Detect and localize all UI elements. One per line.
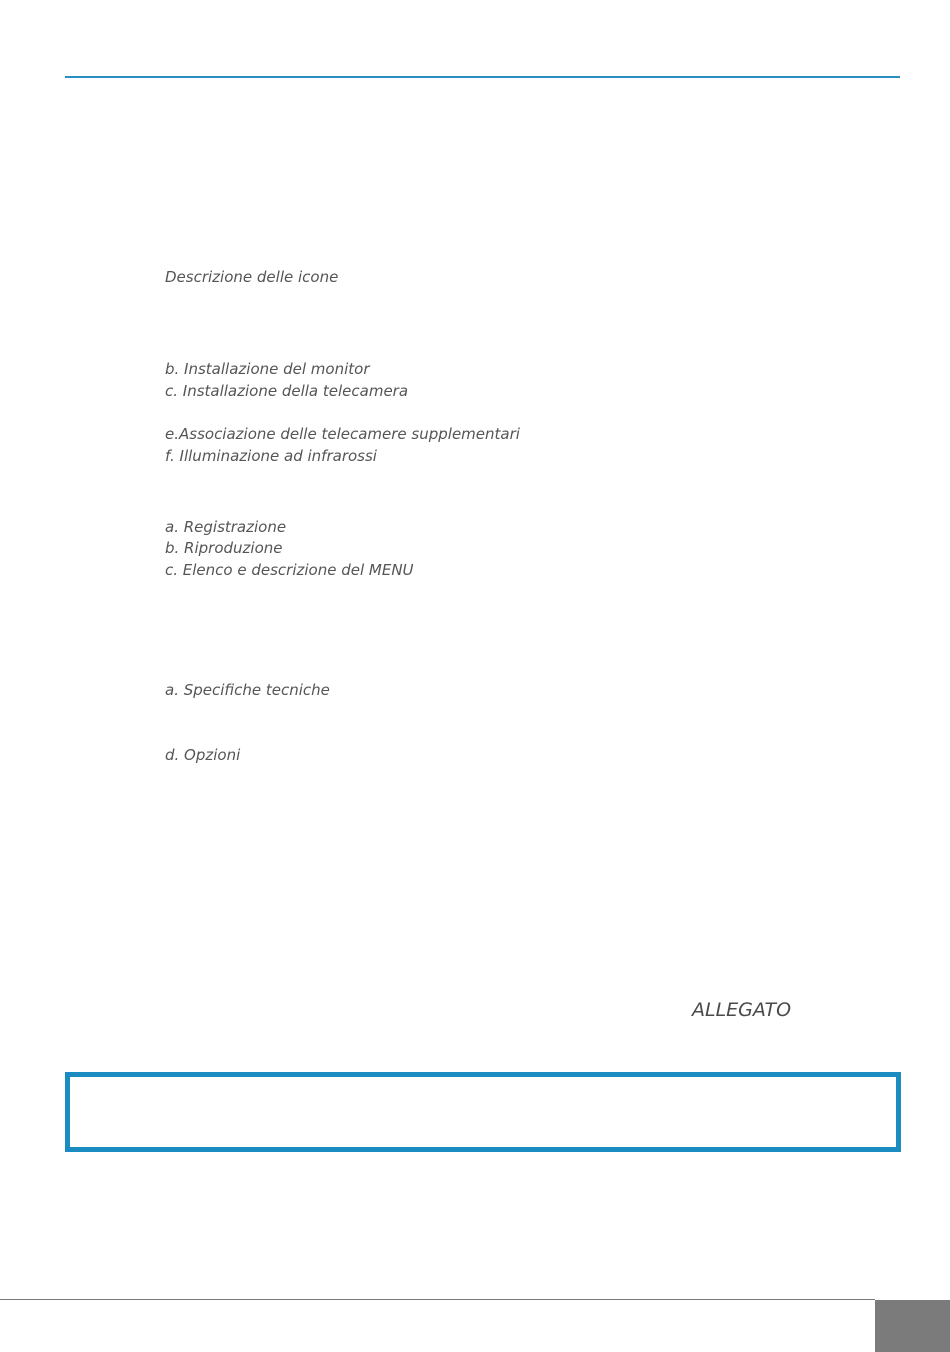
toc-item-specs[interactable]: a. Specifiche tecniche [165,681,330,699]
appendix-label[interactable]: ALLEGATO [692,999,792,1021]
toc-item-icons[interactable]: Descrizione delle icone [165,268,339,286]
toc-item-menu[interactable]: c. Elenco e descrizione del MENU [165,561,414,579]
footer-rule [0,1299,875,1300]
notice-box [65,1072,901,1152]
toc-item-camera[interactable]: c. Installazione della telecamera [165,382,409,400]
toc-item-recording[interactable]: a. Registrazione [165,518,287,536]
toc-item-monitor[interactable]: b. Installazione del monitor [165,360,370,378]
toc-item-playback[interactable]: b. Riproduzione [165,539,283,557]
toc-item-pairing[interactable]: e.Associazione delle telecamere supplementari [165,425,520,443]
page-number-tab [875,1300,950,1352]
toc-item-options[interactable]: d. Opzioni [165,746,241,764]
header-rule [65,76,900,78]
toc-item-infrared[interactable]: f. Illuminazione ad infrarossi [165,447,377,465]
